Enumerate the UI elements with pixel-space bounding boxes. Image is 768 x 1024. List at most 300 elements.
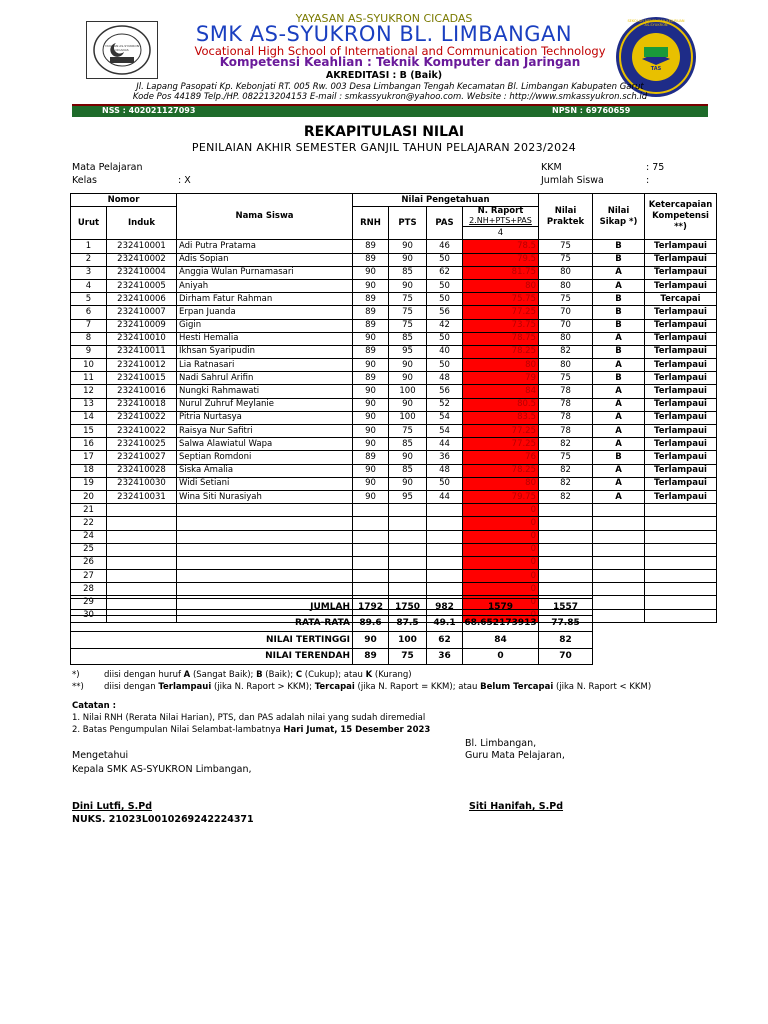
cell-pts <box>389 570 427 583</box>
cell-rnh: 89 <box>353 451 389 464</box>
cell-praktek <box>539 570 593 583</box>
cell-praktek: 70 <box>539 306 593 319</box>
cell-sikap <box>593 596 645 609</box>
cell-rnh: 90 <box>353 490 389 503</box>
head-name: Dini Lutfi, S.Pd <box>72 801 152 812</box>
class-value: : X <box>178 175 191 186</box>
cell-sikap: B <box>593 372 645 385</box>
cell-pts: 75 <box>389 425 427 438</box>
legend-text: (Cukup); atau <box>302 670 366 680</box>
cell-induk: 232410016 <box>107 385 177 398</box>
cell-praktek: 82 <box>539 345 593 358</box>
cell-pas <box>427 530 463 543</box>
legend-line-1 <box>104 670 412 680</box>
cell-praktek: 75 <box>539 240 593 253</box>
competency: Kompetensi Keahlian : Teknik Komputer dan Jaringan <box>219 55 581 69</box>
cell-praktek <box>539 583 593 596</box>
cell-nama: Dirham Fatur Rahman <box>177 293 353 306</box>
cell-raport: 77.25 <box>463 306 539 319</box>
summary-pts: 1750 <box>389 599 427 616</box>
cell-induk: 232410010 <box>107 332 177 345</box>
cell-raport: 81.75 <box>463 266 539 279</box>
table-row <box>71 293 717 306</box>
cell-pts: 75 <box>389 306 427 319</box>
npsn: NPSN : 69760659 <box>552 106 631 115</box>
cell-pts <box>389 583 427 596</box>
cell-pts: 90 <box>389 451 427 464</box>
cell-sikap: B <box>593 345 645 358</box>
cell-raport: 77.25 <box>463 438 539 451</box>
cell-raport: 79.5 <box>463 253 539 266</box>
cell-no: 25 <box>71 543 107 556</box>
cell-praktek: 75 <box>539 372 593 385</box>
cell-no: 22 <box>71 517 107 530</box>
cell-praktek: 75 <box>539 253 593 266</box>
cell-raport: 0 <box>463 517 539 530</box>
cell-ket <box>645 530 717 543</box>
cell-rnh <box>353 517 389 530</box>
cell-sikap: A <box>593 425 645 438</box>
legend-status: Tercapai <box>314 682 355 692</box>
legend-mark-2: **) <box>72 682 84 692</box>
header-raport-formula: 2.NH+PTS+PAS <box>469 216 532 226</box>
cell-ket: Terlampaui <box>645 477 717 490</box>
cell-praktek: 78 <box>539 398 593 411</box>
cell-ket <box>645 517 717 530</box>
cell-induk <box>107 556 177 569</box>
legend-text: (Sangat Baik); <box>190 670 257 680</box>
cell-sikap: A <box>593 359 645 372</box>
students-label: Jumlah Siswa <box>541 175 604 186</box>
cell-induk: 232410011 <box>107 345 177 358</box>
cell-nama: Ikhsan Syaripudin <box>177 345 353 358</box>
cell-praktek: 82 <box>539 490 593 503</box>
cell-raport: 78.25 <box>463 345 539 358</box>
cell-sikap: A <box>593 279 645 292</box>
summary-praktek: 70 <box>539 648 593 665</box>
cell-nama <box>177 556 353 569</box>
header-raport-divisor: 4 <box>463 227 539 240</box>
school-logo-text: SEKOLAH MENENGAH KEJURUAN AS-SYUKRON <box>627 19 685 27</box>
cell-pas <box>427 583 463 596</box>
cell-no: 11 <box>71 372 107 385</box>
cell-induk: 232410022 <box>107 411 177 424</box>
cell-nama: Gigin <box>177 319 353 332</box>
legend-grade: C <box>295 670 303 680</box>
header-pas: PAS <box>427 207 463 240</box>
cell-sikap <box>593 556 645 569</box>
cell-no: 3 <box>71 266 107 279</box>
cell-induk: 232410004 <box>107 266 177 279</box>
summary-row <box>71 648 593 665</box>
cell-pts: 95 <box>389 345 427 358</box>
summary-table <box>70 598 593 665</box>
cell-ket: Terlampaui <box>645 451 717 464</box>
cell-no: 24 <box>71 530 107 543</box>
cell-pas: 62 <box>427 266 463 279</box>
cell-rnh <box>353 583 389 596</box>
header-praktek: Nilai Praktek <box>539 194 593 240</box>
cell-sikap: B <box>593 253 645 266</box>
summary-raport: 1579 <box>463 599 539 616</box>
table-row <box>71 279 717 292</box>
header-sikap: Nilai Sikap *) <box>593 194 645 240</box>
cell-nama: Nurul Zuhruf Meylanie <box>177 398 353 411</box>
cell-pas <box>427 543 463 556</box>
cell-pas: 44 <box>427 438 463 451</box>
cell-rnh: 90 <box>353 332 389 345</box>
sign-ack: Mengetahui <box>72 750 129 761</box>
table-row <box>71 398 717 411</box>
cell-induk: 232410006 <box>107 293 177 306</box>
cell-ket: Terlampaui <box>645 319 717 332</box>
cell-nama <box>177 543 353 556</box>
students-value: : <box>646 175 650 186</box>
cell-nama <box>177 504 353 517</box>
cell-sikap: B <box>593 319 645 332</box>
cell-ket <box>645 596 717 609</box>
cell-pas: 50 <box>427 293 463 306</box>
cell-induk: 232410025 <box>107 438 177 451</box>
cell-nama: Adis Sopian <box>177 253 353 266</box>
cell-praktek: 80 <box>539 266 593 279</box>
cell-praktek: 75 <box>539 451 593 464</box>
cell-raport: 77.25 <box>463 425 539 438</box>
cell-rnh: 89 <box>353 240 389 253</box>
cell-induk: 232410030 <box>107 477 177 490</box>
table-row <box>71 319 717 332</box>
cell-induk: 232410027 <box>107 451 177 464</box>
summary-label: NILAI TERTINGGI <box>71 632 353 649</box>
cell-pts: 90 <box>389 240 427 253</box>
cell-ket <box>645 570 717 583</box>
cell-pts: 90 <box>389 372 427 385</box>
cell-sikap: B <box>593 240 645 253</box>
cell-praktek <box>539 556 593 569</box>
cell-raport: 80.5 <box>463 398 539 411</box>
cell-rnh: 90 <box>353 464 389 477</box>
head-id: NUKS. 21023L0010269242224371 <box>72 814 254 825</box>
cell-ket: Terlampaui <box>645 398 717 411</box>
class-label: Kelas <box>72 175 98 186</box>
cell-raport: 76 <box>463 451 539 464</box>
cell-sikap: B <box>593 451 645 464</box>
cell-no: 10 <box>71 359 107 372</box>
summary-raport: 0 <box>463 648 539 665</box>
id-bar <box>72 104 708 117</box>
cell-sikap: A <box>593 398 645 411</box>
summary-row <box>71 599 593 616</box>
cell-pas <box>427 517 463 530</box>
cell-no: 7 <box>71 319 107 332</box>
cell-sikap <box>593 609 645 622</box>
cell-no: 8 <box>71 332 107 345</box>
legend-mark-1: *) <box>72 670 80 680</box>
cell-ket: Terlampaui <box>645 372 717 385</box>
cell-rnh <box>353 543 389 556</box>
cell-sikap <box>593 517 645 530</box>
cell-sikap <box>593 583 645 596</box>
cell-no: 30 <box>71 609 107 622</box>
header-pts: PTS <box>389 207 427 240</box>
table-row <box>71 451 717 464</box>
cell-rnh: 89 <box>353 372 389 385</box>
cell-rnh: 90 <box>353 266 389 279</box>
cell-nama: Wina Siti Nurasiyah <box>177 490 353 503</box>
note-1: 1. Nilai RNH (Rerata Nilai Harian), PTS, dan PAS adalah nilai yang sudah diremedial <box>72 713 426 723</box>
cell-rnh: 90 <box>353 425 389 438</box>
legend-grade: A <box>183 670 191 680</box>
cell-praktek: 70 <box>539 319 593 332</box>
cell-rnh <box>353 504 389 517</box>
cell-induk <box>107 530 177 543</box>
cell-raport: 0 <box>463 596 539 609</box>
table-row <box>71 556 717 569</box>
cell-no: 21 <box>71 504 107 517</box>
table-row <box>71 425 717 438</box>
cell-pas: 48 <box>427 464 463 477</box>
school-logo-badge: TAS <box>650 66 662 72</box>
cell-praktek: 82 <box>539 438 593 451</box>
cell-pts: 90 <box>389 279 427 292</box>
cell-pas: 50 <box>427 253 463 266</box>
cell-raport: 80 <box>463 477 539 490</box>
cell-induk <box>107 583 177 596</box>
grades-table <box>70 193 717 623</box>
cell-induk: 232410009 <box>107 319 177 332</box>
cell-no: 27 <box>71 570 107 583</box>
summary-rnh: 1792 <box>353 599 389 616</box>
cell-raport: 80 <box>463 279 539 292</box>
cell-sikap: A <box>593 385 645 398</box>
table-row <box>71 504 717 517</box>
cell-ket: Terlampaui <box>645 490 717 503</box>
table-row <box>71 464 717 477</box>
cell-pas <box>427 570 463 583</box>
cell-sikap: A <box>593 332 645 345</box>
kkm-label: KKM <box>541 162 562 173</box>
cell-rnh: 89 <box>353 293 389 306</box>
cell-raport: 78.75 <box>463 332 539 345</box>
summary-label: RATA-RATA <box>71 615 353 632</box>
cell-rnh <box>353 556 389 569</box>
page-subtitle: PENILAIAN AKHIR SEMESTER GANJIL TAHUN PELAJARAN 2023/2024 <box>191 141 577 154</box>
cell-rnh: 90 <box>353 438 389 451</box>
cell-nama: Pitria Nurtasya <box>177 411 353 424</box>
cell-praktek: 80 <box>539 279 593 292</box>
cell-ket <box>645 543 717 556</box>
accreditation: AKREDITASI : B (Baik) <box>325 70 443 81</box>
summary-pas: 982 <box>427 599 463 616</box>
cell-no: 6 <box>71 306 107 319</box>
nss: NSS : 402021127093 <box>102 106 196 115</box>
cell-raport: 0 <box>463 504 539 517</box>
legend-text: diisi dengan huruf <box>104 670 184 680</box>
header-urut: Urut <box>71 207 107 240</box>
cell-rnh <box>353 570 389 583</box>
cell-induk <box>107 504 177 517</box>
summary-pts: 87.5 <box>389 615 427 632</box>
cell-pas: 48 <box>427 372 463 385</box>
table-row <box>71 332 717 345</box>
table-row <box>71 490 717 503</box>
summary-label: NILAI TERENDAH <box>71 648 353 665</box>
table-row <box>71 253 717 266</box>
cell-pas: 44 <box>427 490 463 503</box>
teacher-name: Siti Hanifah, S.Pd <box>469 801 564 812</box>
summary-praktek: 77.85 <box>539 615 593 632</box>
cell-nama: Erpan Juanda <box>177 306 353 319</box>
cell-pts: 95 <box>389 490 427 503</box>
cell-induk: 232410001 <box>107 240 177 253</box>
cell-pts <box>389 517 427 530</box>
cell-sikap <box>593 504 645 517</box>
cell-pts: 85 <box>389 438 427 451</box>
cell-praktek: 80 <box>539 332 593 345</box>
cell-sikap: A <box>593 438 645 451</box>
cell-induk: 232410012 <box>107 359 177 372</box>
legend-grade: K <box>365 670 373 680</box>
cell-no: 18 <box>71 464 107 477</box>
cell-ket: Terlampaui <box>645 240 717 253</box>
cell-pts: 85 <box>389 332 427 345</box>
cell-pas: 50 <box>427 279 463 292</box>
cell-no: 12 <box>71 385 107 398</box>
cell-induk: 232410007 <box>107 306 177 319</box>
table-row <box>71 477 717 490</box>
cell-nama: Lia Ratnasari <box>177 359 353 372</box>
header-raport <box>463 207 539 227</box>
cell-raport: 75.75 <box>463 293 539 306</box>
cell-no: 16 <box>71 438 107 451</box>
cell-praktek: 75 <box>539 293 593 306</box>
cell-rnh: 89 <box>353 253 389 266</box>
cell-nama: Nadi Sahrul Arifin <box>177 372 353 385</box>
cell-nama: Raisya Nur Safitri <box>177 425 353 438</box>
cell-raport: 80 <box>463 359 539 372</box>
cell-no: 14 <box>71 411 107 424</box>
cell-rnh: 90 <box>353 279 389 292</box>
cell-raport: 0 <box>463 556 539 569</box>
sign-place: Bl. Limbangan, <box>465 738 537 749</box>
cell-nama: Aniyah <box>177 279 353 292</box>
cell-no: 9 <box>71 345 107 358</box>
note-2 <box>72 725 430 735</box>
cell-nama: Hesti Hemalia <box>177 332 353 345</box>
cell-induk: 232410031 <box>107 490 177 503</box>
cell-sikap: A <box>593 411 645 424</box>
address: Jl. Lapang Pasopati Kp. Kebonjati RT. 005 Rw. 003 Desa Limbangan Tengah Kecamatan Bl. Limbangan Kabupaten Garut <box>136 82 644 92</box>
table-row <box>71 411 717 424</box>
summary-pas: 36 <box>427 648 463 665</box>
cell-no: 19 <box>71 477 107 490</box>
cell-no: 29 <box>71 596 107 609</box>
cell-ket: Terlampaui <box>645 438 717 451</box>
cell-no: 26 <box>71 556 107 569</box>
cell-no: 1 <box>71 240 107 253</box>
cell-pts: 85 <box>389 266 427 279</box>
cell-induk: 232410005 <box>107 279 177 292</box>
summary-praktek: 1557 <box>539 599 593 616</box>
legend-text: (jika N. Raport = KKM); atau <box>354 682 481 692</box>
cell-rnh: 89 <box>353 306 389 319</box>
contact: Kode Pos 44189 Telp./HP. 082213204153 E-mail : smkassyukron@yahoo.com. Website : http://www.smkassyukron.sch.id <box>132 92 648 102</box>
cell-no: 5 <box>71 293 107 306</box>
summary-pas: 62 <box>427 632 463 649</box>
header-induk: Induk <box>107 207 177 240</box>
cell-rnh: 90 <box>353 398 389 411</box>
cell-induk <box>107 570 177 583</box>
cell-pas: 36 <box>427 451 463 464</box>
summary-label: JUMLAH <box>71 599 353 616</box>
table-row <box>71 570 717 583</box>
table-row <box>71 583 717 596</box>
cell-ket <box>645 609 717 622</box>
table-row <box>71 306 717 319</box>
cell-nama: Septian Romdoni <box>177 451 353 464</box>
cell-pas: 50 <box>427 477 463 490</box>
cell-induk <box>107 543 177 556</box>
cell-sikap: A <box>593 477 645 490</box>
cell-ket: Terlampaui <box>645 385 717 398</box>
cell-ket <box>645 556 717 569</box>
table-row <box>71 266 717 279</box>
header-raport-label: N. Raport <box>477 206 524 217</box>
head-role: Kepala SMK AS-SYUKRON Limbangan, <box>72 764 252 775</box>
table-row <box>71 359 717 372</box>
header-nomor: Nomor <box>71 194 177 207</box>
cell-sikap <box>593 570 645 583</box>
cell-praktek: 82 <box>539 477 593 490</box>
header-nilai-pengetahuan: Nilai Pengetahuan <box>353 194 539 207</box>
legend-status: Belum Tercapai <box>480 682 554 692</box>
legend-line-2 <box>104 682 651 692</box>
cell-pts: 90 <box>389 477 427 490</box>
cell-nama: Widi Setiani <box>177 477 353 490</box>
subject-label: Mata Pelajaran <box>72 162 143 173</box>
cell-raport: 0 <box>463 543 539 556</box>
cell-no: 2 <box>71 253 107 266</box>
cell-no: 20 <box>71 490 107 503</box>
cell-nama <box>177 530 353 543</box>
cell-ket: Terlampaui <box>645 306 717 319</box>
cell-no: 4 <box>71 279 107 292</box>
legend-text: (Kurang) <box>372 670 412 680</box>
cell-pts <box>389 530 427 543</box>
cell-praktek: 78 <box>539 385 593 398</box>
cell-induk: 232410028 <box>107 464 177 477</box>
cell-praktek: 78 <box>539 411 593 424</box>
cell-ket: Terlampaui <box>645 411 717 424</box>
cell-sikap: B <box>593 306 645 319</box>
cell-induk: 232410022 <box>107 425 177 438</box>
summary-row <box>71 632 593 649</box>
header-rnh: RNH <box>353 207 389 240</box>
cell-raport: 78.5 <box>463 240 539 253</box>
school-subtitle: Vocational High School of International and Communication Technology <box>194 44 606 58</box>
cell-nama <box>177 517 353 530</box>
cell-no: 17 <box>71 451 107 464</box>
cell-nama: Salwa Alawiatul Wapa <box>177 438 353 451</box>
cell-ket: Terlampaui <box>645 425 717 438</box>
cell-pts: 100 <box>389 411 427 424</box>
cell-ket: Terlampaui <box>645 332 717 345</box>
cell-raport: 79.75 <box>463 490 539 503</box>
summary-rnh: 90 <box>353 632 389 649</box>
cell-pts <box>389 556 427 569</box>
table-row <box>71 240 717 253</box>
notes-title: Catatan : <box>72 701 116 711</box>
